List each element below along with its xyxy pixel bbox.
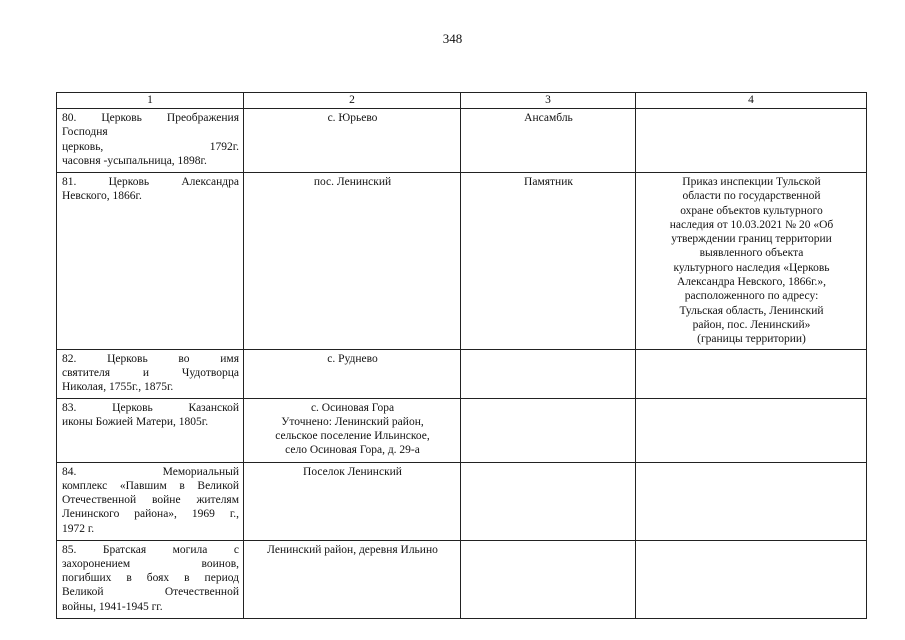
object-name-cell xyxy=(57,349,244,398)
document-line: Тульская область, Ленинский xyxy=(679,304,824,317)
object-name-line: 84. Мемориальный xyxy=(62,465,239,478)
document-line: культурного наследия «Церковь xyxy=(673,261,830,274)
object-name-cell xyxy=(57,398,244,462)
object-name-line: святителя и Чудотворца xyxy=(62,366,239,379)
object-name-line: комплекс «Павшим в Великой xyxy=(62,479,239,492)
location-line: Поселок Ленинский xyxy=(303,465,402,478)
table-row xyxy=(57,109,867,173)
location-line: пос. Ленинский xyxy=(313,176,392,188)
heritage-registry-table xyxy=(56,92,867,619)
column-header-3: 3 xyxy=(461,93,636,109)
document-line: район, пос. Ленинский» xyxy=(692,318,811,331)
object-name-line: 80. Церковь Преображения xyxy=(62,112,239,124)
location-cell xyxy=(244,540,461,618)
table-row xyxy=(57,349,867,398)
object-name-line: 81. Церковь Александра xyxy=(62,176,239,188)
document-line: области по государственной xyxy=(682,190,821,203)
document-cell xyxy=(636,349,867,398)
document-line: наследия от 10.03.2021 № 20 «Об xyxy=(669,218,834,231)
table-header-row xyxy=(57,93,867,109)
document-line: Приказ инспекции Тульской xyxy=(682,176,821,188)
document-cell xyxy=(636,173,867,350)
object-name-line: Господня xyxy=(62,126,108,139)
object-name-line: 1972 г. xyxy=(62,522,95,535)
object-name-line: иконы Божией Матери, 1805г. xyxy=(62,415,209,428)
object-name-line: 83. Церковь Казанской xyxy=(62,401,239,414)
document-line: Александра Невского, 1866г.», xyxy=(676,276,826,289)
document-line: охране объектов культурного xyxy=(680,204,823,217)
object-type-cell xyxy=(461,349,636,398)
location-cell xyxy=(244,349,461,398)
document-cell xyxy=(636,540,867,618)
object-name-line: захоронением воинов, xyxy=(62,557,239,570)
object-name-cell xyxy=(57,462,244,540)
location-cell xyxy=(244,462,461,540)
column-header-2: 2 xyxy=(244,93,461,109)
object-name-line: погибших в боях в период xyxy=(62,572,239,585)
location-line: село Осиновая Гора, д. 29-а xyxy=(285,444,420,457)
object-name-line: войны, 1941-1945 гг. xyxy=(62,600,163,613)
object-name-line: 82. Церковь во имя xyxy=(62,352,239,365)
table-row xyxy=(57,462,867,540)
document-line: расположенного по адресу: xyxy=(684,290,819,303)
object-name-line: Николая, 1755г., 1875г. xyxy=(62,381,174,394)
object-type-cell xyxy=(461,462,636,540)
object-name-line: часовня -усыпальница, 1898г. xyxy=(62,154,207,167)
location-line: с. Руднево xyxy=(327,352,378,365)
object-name-cell xyxy=(57,109,244,173)
location-cell xyxy=(244,173,461,350)
location-line: Уточнено: Ленинский район, xyxy=(281,415,424,428)
location-line: с. Юрьево xyxy=(327,112,378,124)
document-cell xyxy=(636,398,867,462)
object-name-line: церковь, 1792г. xyxy=(62,140,239,153)
object-name-line: Ленинского района», 1969 г., xyxy=(62,508,239,521)
object-type-cell xyxy=(461,173,636,350)
location-cell xyxy=(244,109,461,173)
object-type-cell xyxy=(461,540,636,618)
table-row xyxy=(57,540,867,618)
object-name-line: 85. Братская могила с xyxy=(62,543,239,556)
table-row xyxy=(57,398,867,462)
location-cell xyxy=(244,398,461,462)
document-line: выявленного объекта xyxy=(699,247,804,260)
document-line: утверждении границ территории xyxy=(671,233,832,246)
object-name-line: Невского, 1866г. xyxy=(62,190,142,203)
document-cell xyxy=(636,462,867,540)
document-cell xyxy=(636,109,867,173)
object-name-cell xyxy=(57,540,244,618)
object-name-line: Великой Отечественной xyxy=(62,586,239,599)
table-row xyxy=(57,173,867,350)
object-name-cell xyxy=(57,173,244,350)
location-line: с. Осиновая Гора xyxy=(310,401,395,414)
document-line: (границы территории) xyxy=(697,333,806,346)
column-header-4: 4 xyxy=(636,93,867,109)
object-type-cell xyxy=(461,398,636,462)
object-type-label: Памятник xyxy=(524,176,573,188)
location-line: Ленинский район, деревня Ильино xyxy=(267,543,438,556)
object-type-label: Ансамбль xyxy=(524,112,573,124)
location-line: сельское поселение Ильинское, xyxy=(275,430,430,443)
page-number: 348 xyxy=(442,31,463,46)
object-type-cell xyxy=(461,109,636,173)
column-header-1: 1 xyxy=(57,93,244,109)
object-name-line: Отечественной войне жителям xyxy=(62,494,239,507)
